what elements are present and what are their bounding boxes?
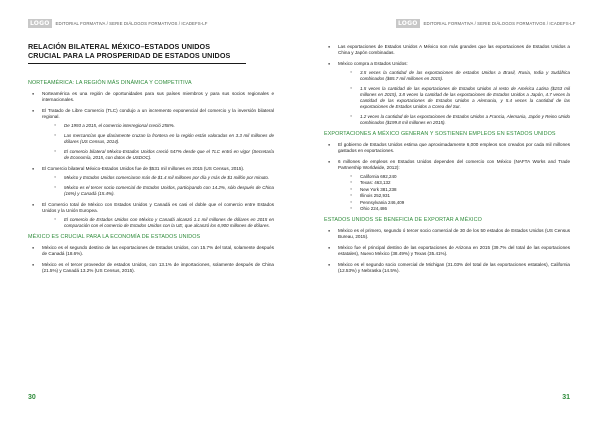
right-page (300, 0, 600, 423)
list-item-text: El Comercio bilateral México-Estados Unidos fue de $531 mil millones en 2015 (US Census, 2015). (42, 165, 245, 171)
list-item-text: México compra a Estados Unidos: (338, 61, 408, 67)
states-jobs-list (338, 174, 570, 212)
list-item-text: El Comercio total de México con Estados Unidos y Canadá es casi el doble que el comercio entre Estados Unidos y la Unión Europea. (42, 201, 274, 213)
list-item: ● México fue el principal destino de las exportaciones de Arizona en 2015 (39.7% del total de las exportaciones estatales), Nuevo México (38.49%) y Texas (35.41%). (324, 245, 570, 257)
section-heading-us-benefits: ESTADOS UNIDOS SE BENEFICIA DE EXPORTAR A MÉXICO (324, 216, 482, 223)
sub-list-item: ○ De 1993 a 2015, el comercio interregional creció 258%. (42, 123, 274, 129)
bullet-list (324, 44, 570, 126)
sub-list (42, 217, 274, 229)
list-item: ● México es el tercer proveedor de estados Unidos, con 13.1% de importaciones, solamente después de China (21.5%) y Canadá 13.2% (US Census, 2015). (28, 262, 274, 274)
right-page-header (396, 19, 575, 28)
bullet-list (28, 91, 274, 229)
sub-list (338, 70, 570, 125)
page-number: 31 (562, 394, 570, 401)
list-item (324, 159, 570, 212)
sub-list-item: ○ 1.2 veces la cantidad de las exportaciones de Estados Unidos a Francia, Alemania, Japón y Reino Unido combinados ($199.8 mil millones en 2015). (338, 114, 570, 126)
bullet-list (28, 245, 274, 274)
list-item (28, 108, 274, 161)
state-item: ○ Pennsylvania 246,409 (338, 200, 570, 206)
section-heading-north-america: NORTEAMÉRICA: LA REGIÓN MÁS DINÁMICA Y COMPETITIVA (28, 80, 192, 86)
title-underline (28, 63, 246, 64)
chapter-title-line-2: CRUCIAL PARA LA PROSPERIDAD DE ESTADOS UNIDOS (28, 51, 231, 60)
left-page-header (28, 19, 207, 28)
list-item-text: 6 millones de empleos en Estados Unidos dependen del comercio con México (NAFTA Works and Trade Partnership Worldwide, 2012): (338, 158, 570, 170)
bullet-list (324, 142, 570, 212)
sub-list-item: ○ 1.5 veces la cantidad de las exportaciones de Estados Unidos al resto de América Latina ($153 mil millones en 2015), 3.8 veces la cantidad de las exportaciones de Estados Unidos a Japón, 4.7 veces la cantidad de las exportaciones de Estados Unidos a Alemania, y 5.4 veces la cantidad de las exportaciones de Estados Unidos a Corea del Sur. (338, 86, 570, 110)
sub-list-item: ○ 3.5 veces la cantidad de las exportaciones de estados Unidos a Brasil, Rusia, India y Sudáfrica combinados ($65.7 mil millones en 2015). (338, 70, 570, 82)
page-number: 30 (28, 394, 36, 401)
sub-list-item: ○ El comercio bilateral México-Estados Unidos creció 547% desde que el TLC entró en vigor (Secretaría de Economía, 2015, con datos de USDOC). (42, 149, 274, 161)
state-item: ○ Texas: 463,132 (338, 180, 570, 186)
running-head: EDITORIAL FORMATIVA / SERIE DIÁLOGOS FORMATIVOS / ICADEFS-LF (423, 21, 576, 26)
section-heading-mexico-crucial: MÉXICO ES CRUCIAL PARA LA ECONOMÍA DE ESTADOS UNIDOS (28, 233, 201, 240)
state-item: ○ California 692,240 (338, 174, 570, 180)
list-item (28, 166, 274, 197)
left-page-content (28, 80, 274, 279)
state-item: ○ New York 381,238 (338, 187, 570, 193)
sub-list-item: ○ Las mercancías que diariamente cruzan la frontera en la región están valoradas en 3.3 mil millones de dólares (US Census, 2014). (42, 133, 274, 145)
list-item: ● México es el segundo socio comercial de Michigan (31.03% del total de las exportaciones estatales), California (12.53%) y Nebraska (14.5%). (324, 262, 570, 274)
chapter-title-block (28, 42, 274, 64)
sub-list-item: ○ México es el tercer socio comercial de Estados Unidos, participando con 14.2%, sólo después de China (16%) y Canadá (15.4%). (42, 185, 274, 197)
list-item (324, 61, 570, 125)
sub-list (42, 175, 274, 197)
list-item: ● México es el primero, segundo ó tercer socio comercial de 30 de los 50 estados de Estados Unidos (US Census Bureau, 2015). (324, 228, 570, 240)
bullet-list (324, 228, 570, 275)
sub-list (42, 123, 274, 161)
running-head: EDITORIAL FORMATIVA / SERIE DIÁLOGOS FORMATIVOS / ICADEFS-LF (55, 21, 208, 26)
right-page-content (324, 44, 570, 279)
publisher-logo: LOGO (398, 20, 418, 27)
publisher-logo: LOGO (30, 20, 50, 27)
state-item: ○ Ohio 224,486 (338, 206, 570, 212)
list-item-text: El Tratado de Libre Comercio (TLC) condujo a un incremento exponencial del comercio y la inversión bilateral regional. (42, 108, 274, 120)
sub-list-item: ○ El comercio de Estados Unidos con México y Canadá alcanzó 1.1 mil millones de dólares en 2015 en comparación con el comercio de Estados Unidos con la UE, que alcanzó los 6,900 millones de dólares. (42, 217, 274, 229)
list-item: ● Las exportaciones de Estados Unidos A México son más grandes que las exportaciones de Estados Unidos a China y Japón combinadas. (324, 44, 570, 56)
state-item: ○ Illinois 252,931 (338, 193, 570, 199)
list-item: ● Norteamérica es una región de oportunidades para sus países miembros y para sus socios regionales e internacionales. (28, 91, 274, 103)
sub-list-item: ○ México y Estados Unidos comerciaron más de $1.4 mil millones por día y más de $1 millón por minuto. (42, 175, 274, 181)
chapter-title-line-1: RELACIÓN BILATERAL MÉXICO–ESTADOS UNIDOS (28, 42, 211, 51)
list-item: ● México es el segundo destino de las exportaciones de Estados Unidos, con 15.7% del total, solamente después de Canadá (18.6%). (28, 245, 274, 257)
list-item: ● El gobierno de Estados Unidos estima que aproximadamente 6,000 empleos son creados por cada mil millones gastados en exportaciones. (324, 142, 570, 154)
section-heading-exports-jobs: EXPORTACIONES A MÉXICO GENERAN Y SOSTIENEN EMPLEOS EN ESTADOS UNIDOS (324, 130, 556, 137)
list-item (28, 202, 274, 229)
